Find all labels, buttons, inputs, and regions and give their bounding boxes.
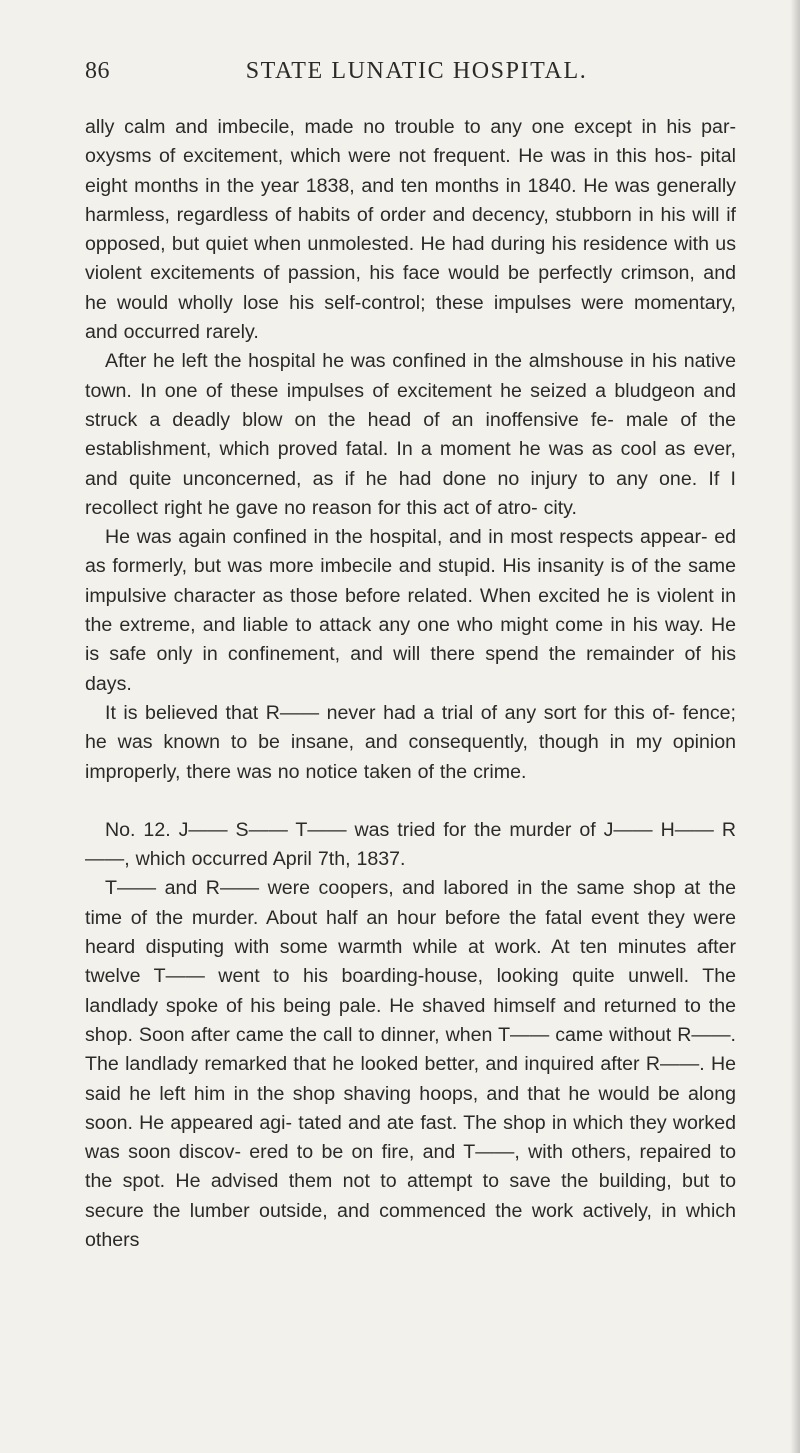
paragraph-1: ally calm and imbecile, made no trouble to any one except in his par- oxysms of excitement, which were not frequent. He was in this hos- pital eight months in the year 1838, and ten months in 1840. He was generally harmless, regardless of habits of order and decency, stubborn in his will if opposed, but quiet when unmolested. He had during his residence with us violent excitements of passion, his face would be perfectly crimson, and he would wholly lose his self-control; these impulses were momentary, and occurred rarely. [85, 116, 736, 344]
page-header [85, 58, 728, 88]
page-edge-shadow [790, 0, 800, 1453]
paragraph-4: It is believed that R—— never had a trial of any sort for this of- fence; he was known to be insane, and consequently, though in my opinion improperly, there was no notice taken of the crime. [85, 701, 736, 783]
running-title: STATE LUNATIC HOSPITAL. [245, 58, 588, 84]
page-number: 86 [85, 58, 110, 84]
body-text [85, 113, 736, 1255]
paragraph-5: No. 12. J—— S—— T—— was tried for the murder of J—— H—— R——, which occurred April 7th, 1837. [85, 818, 736, 871]
paragraph-2: After he left the hospital he was confined in the almshouse in his native town. In one of these impulses of excitement he seized a bludgeon and struck a deadly blow on the head of an inoffensive fe- male of the establishment, which proved fatal. In a moment he was as cool as ever, and quite unconcerned, as if he had done no injury to any one. If I recollect right he gave no reason for this act of atro- city. [85, 350, 736, 519]
paragraph-3: He was again confined in the hospital, and in most respects appear- ed as formerly, but was more imbecile and stupid. His insanity is of the same impulsive character as those before related. When excited he is violent in the extreme, and liable to attack any one who might come in his way. He is safe only in confinement, and will there spend the remainder of his days. [85, 526, 736, 695]
paragraph-6: T—— and R—— were coopers, and labored in the same shop at the time of the murder. About half an hour before the fatal event they were heard disputing with some warmth while at work. At ten minutes after twelve T—— went to his boarding-house, looking quite unwell. The landlady spoke of his being pale. He shaved himself and returned to the shop. Soon after came the call to dinner, when T—— came without R——. The landlady remarked that he looked better, and inquired after R——. He said he left him in the shop shaving hoops, and that he would be along soon. He appeared agi- tated and ate fast. The shop in which they worked was soon discov- ered to be on fire, and T——, with others, repaired to the spot. He advised them not to attempt to save the building, but to secure the lumber outside, and commenced the work actively, in which others [85, 877, 736, 1251]
